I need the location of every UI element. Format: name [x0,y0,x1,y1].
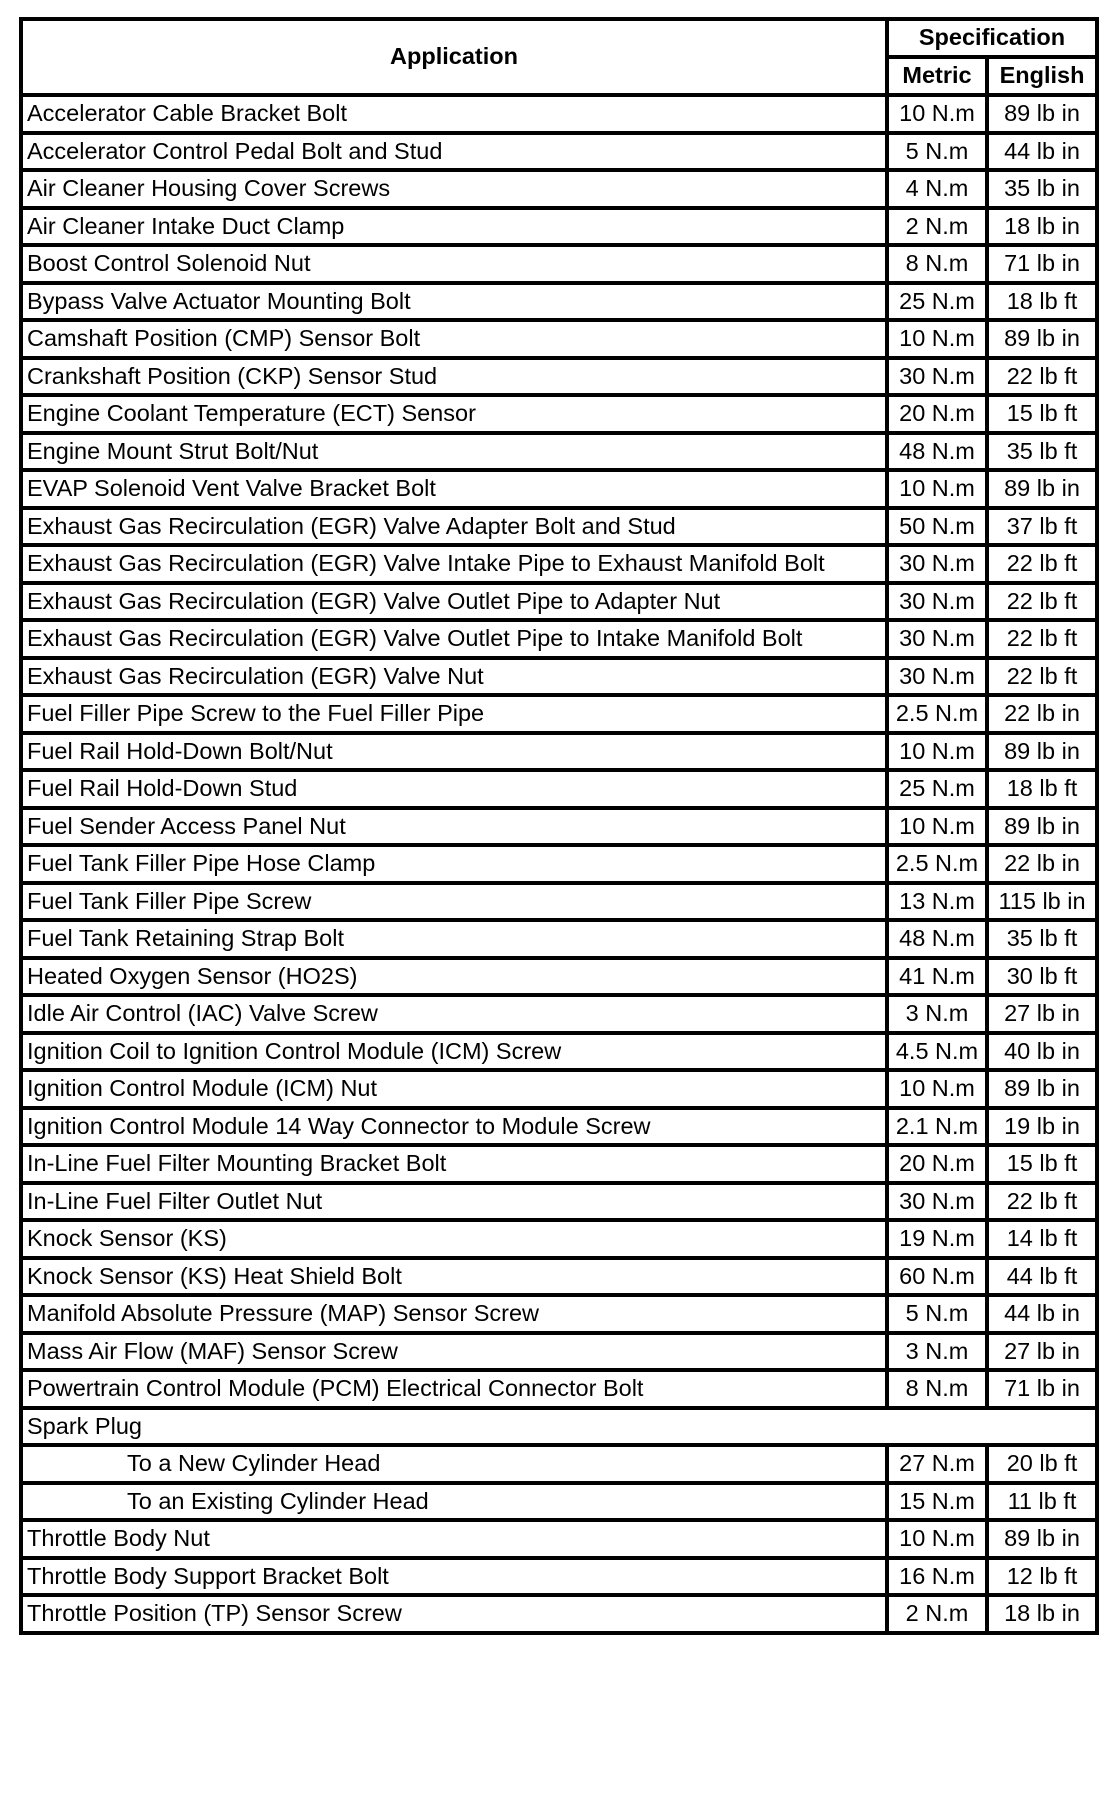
metric-cell: 8 N.m [887,1370,987,1408]
application-cell: Air Cleaner Intake Duct Clamp [21,208,887,246]
application-cell: Ignition Control Module 14 Way Connector to Module Screw [21,1108,887,1146]
metric-cell: 27 N.m [887,1445,987,1483]
metric-cell: 30 N.m [887,545,987,583]
table-row [21,470,1097,508]
application-cell: Accelerator Cable Bracket Bolt [21,95,887,133]
metric-cell: 15 N.m [887,1483,987,1521]
metric-cell: 30 N.m [887,1183,987,1221]
english-cell: 11 lb ft [987,1483,1097,1521]
metric-cell: 60 N.m [887,1258,987,1296]
english-cell: 20 lb ft [987,1445,1097,1483]
application-cell: Powertrain Control Module (PCM) Electrical Connector Bolt [21,1370,887,1408]
header-metric: Metric [887,57,987,95]
metric-cell: 2.1 N.m [887,1108,987,1146]
table-row [21,283,1097,321]
application-cell: Fuel Tank Retaining Strap Bolt [21,920,887,958]
application-cell: Throttle Position (TP) Sensor Screw [21,1595,887,1633]
table-row [21,208,1097,246]
header-english: English [987,57,1097,95]
application-cell: Ignition Coil to Ignition Control Module (ICM) Screw [21,1033,887,1071]
english-cell: 18 lb ft [987,770,1097,808]
application-cell: Crankshaft Position (CKP) Sensor Stud [21,358,887,396]
table-row [21,920,1097,958]
english-cell: 89 lb in [987,733,1097,771]
header-specification: Specification [887,19,1097,57]
table-body [21,95,1097,1633]
table-row [21,1333,1097,1371]
english-cell: 27 lb in [987,1333,1097,1371]
application-cell: Fuel Tank Filler Pipe Screw [21,883,887,921]
application-cell: Exhaust Gas Recirculation (EGR) Valve Outlet Pipe to Intake Manifold Bolt [21,620,887,658]
metric-cell: 10 N.m [887,1070,987,1108]
english-cell: 22 lb in [987,695,1097,733]
english-cell: 71 lb in [987,1370,1097,1408]
english-cell: 89 lb in [987,95,1097,133]
metric-cell: 16 N.m [887,1558,987,1596]
english-cell: 89 lb in [987,808,1097,846]
english-cell: 14 lb ft [987,1220,1097,1258]
table-row [21,170,1097,208]
metric-cell: 10 N.m [887,808,987,846]
table-row [21,1033,1097,1071]
english-cell: 44 lb in [987,1295,1097,1333]
table-row [21,320,1097,358]
metric-cell: 48 N.m [887,433,987,471]
metric-cell: 4 N.m [887,170,987,208]
metric-cell: 13 N.m [887,883,987,921]
english-cell: 22 lb ft [987,1183,1097,1221]
english-cell: 89 lb in [987,470,1097,508]
english-cell: 89 lb in [987,1070,1097,1108]
table-row [21,1183,1097,1221]
table-row [21,95,1097,133]
table-row [21,433,1097,471]
table-row [21,1220,1097,1258]
english-cell: 18 lb in [987,1595,1097,1633]
metric-cell: 10 N.m [887,320,987,358]
english-cell: 18 lb ft [987,283,1097,321]
application-cell: Knock Sensor (KS) [21,1220,887,1258]
table-row [21,733,1097,771]
metric-cell: 48 N.m [887,920,987,958]
metric-cell: 2.5 N.m [887,845,987,883]
metric-cell: 10 N.m [887,470,987,508]
english-cell: 18 lb in [987,208,1097,246]
english-cell: 22 lb in [987,845,1097,883]
table-row [21,1258,1097,1296]
english-cell: 12 lb ft [987,1558,1097,1596]
table-row [21,133,1097,171]
english-cell: 44 lb in [987,133,1097,171]
table-row [21,958,1097,996]
metric-cell: 19 N.m [887,1220,987,1258]
application-cell: Heated Oxygen Sensor (HO2S) [21,958,887,996]
table-row [21,770,1097,808]
application-cell: Fuel Rail Hold-Down Bolt/Nut [21,733,887,771]
application-cell: In-Line Fuel Filter Outlet Nut [21,1183,887,1221]
metric-cell: 2 N.m [887,208,987,246]
table-row [21,1145,1097,1183]
metric-cell: 30 N.m [887,658,987,696]
application-cell: Manifold Absolute Pressure (MAP) Sensor Screw [21,1295,887,1333]
metric-cell: 50 N.m [887,508,987,546]
application-cell: Fuel Filler Pipe Screw to the Fuel Filler Pipe [21,695,887,733]
metric-cell: 30 N.m [887,620,987,658]
torque-specification-table [19,17,1099,1635]
application-cell: Mass Air Flow (MAF) Sensor Screw [21,1333,887,1371]
table-row [21,1370,1097,1408]
application-cell: Fuel Tank Filler Pipe Hose Clamp [21,845,887,883]
english-cell: 22 lb ft [987,620,1097,658]
metric-cell: 5 N.m [887,1295,987,1333]
header-application: Application [21,19,887,95]
table-row [21,395,1097,433]
metric-cell: 2.5 N.m [887,695,987,733]
english-cell: 89 lb in [987,1520,1097,1558]
application-cell: To a New Cylinder Head [21,1445,887,1483]
table-row [21,883,1097,921]
metric-cell: 20 N.m [887,395,987,433]
application-cell: Accelerator Control Pedal Bolt and Stud [21,133,887,171]
english-cell: 89 lb in [987,320,1097,358]
table-row [21,658,1097,696]
application-cell: EVAP Solenoid Vent Valve Bracket Bolt [21,470,887,508]
english-cell: 35 lb in [987,170,1097,208]
metric-cell: 2 N.m [887,1595,987,1633]
english-cell: 40 lb in [987,1033,1097,1071]
application-cell: Engine Coolant Temperature (ECT) Sensor [21,395,887,433]
application-cell: Exhaust Gas Recirculation (EGR) Valve Nut [21,658,887,696]
metric-cell: 5 N.m [887,133,987,171]
english-cell: 22 lb ft [987,583,1097,621]
metric-cell: 10 N.m [887,1520,987,1558]
table-row [21,695,1097,733]
english-cell: 15 lb ft [987,395,1097,433]
english-cell: 22 lb ft [987,358,1097,396]
application-cell: Exhaust Gas Recirculation (EGR) Valve Outlet Pipe to Adapter Nut [21,583,887,621]
application-cell: Exhaust Gas Recirculation (EGR) Valve Adapter Bolt and Stud [21,508,887,546]
table-row [21,620,1097,658]
table-row [21,1070,1097,1108]
application-cell: To an Existing Cylinder Head [21,1483,887,1521]
application-cell: Ignition Control Module (ICM) Nut [21,1070,887,1108]
table-row [21,1558,1097,1596]
application-cell: Fuel Sender Access Panel Nut [21,808,887,846]
table-row [21,1483,1097,1521]
english-cell: 22 lb ft [987,658,1097,696]
english-cell: 37 lb ft [987,508,1097,546]
table-row [21,245,1097,283]
application-cell: Idle Air Control (IAC) Valve Screw [21,995,887,1033]
table-row [21,995,1097,1033]
english-cell: 22 lb ft [987,545,1097,583]
application-cell: Camshaft Position (CMP) Sensor Bolt [21,320,887,358]
english-cell: 71 lb in [987,245,1097,283]
english-cell: 27 lb in [987,995,1097,1033]
metric-cell: 30 N.m [887,358,987,396]
group-row [21,1408,1097,1446]
table-row [21,1520,1097,1558]
table-row [21,358,1097,396]
application-cell: Engine Mount Strut Bolt/Nut [21,433,887,471]
metric-cell: 3 N.m [887,1333,987,1371]
application-cell: Knock Sensor (KS) Heat Shield Bolt [21,1258,887,1296]
application-cell: Throttle Body Nut [21,1520,887,1558]
english-cell: 115 lb in [987,883,1097,921]
table-row [21,508,1097,546]
application-cell: Exhaust Gas Recirculation (EGR) Valve Intake Pipe to Exhaust Manifold Bolt [21,545,887,583]
metric-cell: 3 N.m [887,995,987,1033]
metric-cell: 25 N.m [887,283,987,321]
english-cell: 15 lb ft [987,1145,1097,1183]
application-cell: Boost Control Solenoid Nut [21,245,887,283]
table-row [21,1595,1097,1633]
english-cell: 30 lb ft [987,958,1097,996]
table-row [21,845,1097,883]
metric-cell: 30 N.m [887,583,987,621]
english-cell: 44 lb ft [987,1258,1097,1296]
metric-cell: 10 N.m [887,95,987,133]
metric-cell: 41 N.m [887,958,987,996]
metric-cell: 20 N.m [887,1145,987,1183]
english-cell: 35 lb ft [987,433,1097,471]
english-cell: 35 lb ft [987,920,1097,958]
application-cell: Throttle Body Support Bracket Bolt [21,1558,887,1596]
application-cell: Spark Plug [21,1408,1097,1446]
metric-cell: 25 N.m [887,770,987,808]
metric-cell: 8 N.m [887,245,987,283]
table-row [21,545,1097,583]
application-cell: In-Line Fuel Filter Mounting Bracket Bolt [21,1145,887,1183]
metric-cell: 4.5 N.m [887,1033,987,1071]
table-row [21,808,1097,846]
application-cell: Air Cleaner Housing Cover Screws [21,170,887,208]
table-row [21,1445,1097,1483]
table-row [21,583,1097,621]
application-cell: Fuel Rail Hold-Down Stud [21,770,887,808]
table-row [21,1295,1097,1333]
metric-cell: 10 N.m [887,733,987,771]
table-row [21,1108,1097,1146]
english-cell: 19 lb in [987,1108,1097,1146]
header-row [21,19,1097,57]
application-cell: Bypass Valve Actuator Mounting Bolt [21,283,887,321]
